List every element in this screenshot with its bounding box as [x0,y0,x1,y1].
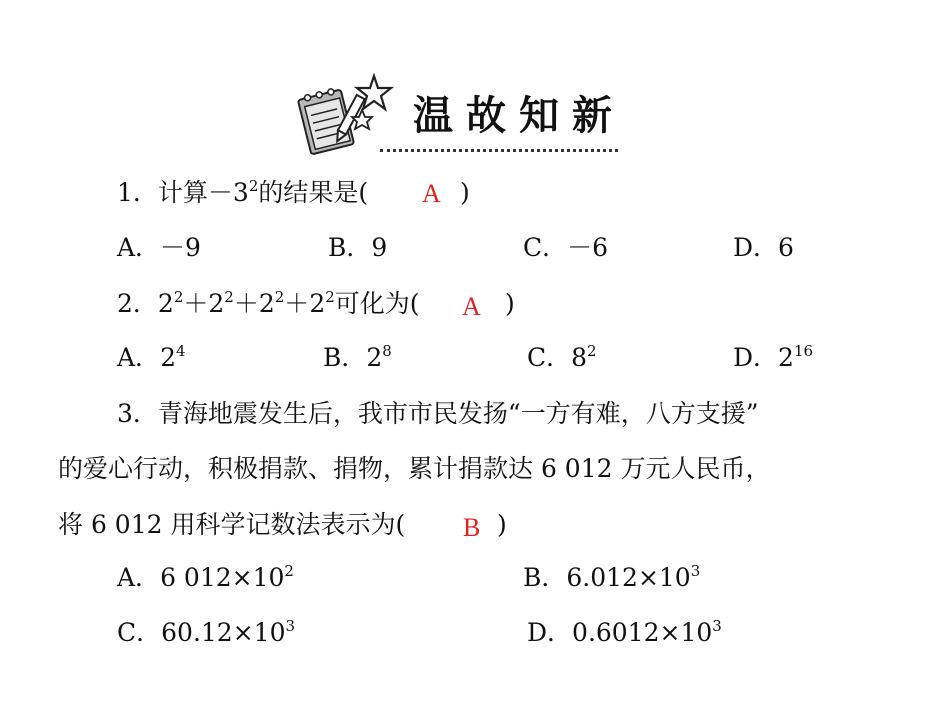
q3-option-a-exp: 2 [284,562,294,580]
q2-term-exp: 2 [173,288,184,306]
q2-option-a-exp: 4 [175,342,186,360]
q1-option-d: D．6 [733,233,794,262]
q1-suffix: 的结果是( [258,178,369,207]
q2-option-c-exp: 2 [587,342,597,360]
q3-option-d-base: 0.6012×10 [572,618,713,647]
q3-close-paren: ) [497,510,507,539]
q2-answer: A [462,292,481,321]
q3-option-b-base: 6.012×10 [566,563,691,592]
q2-plus: ＋ [183,289,209,318]
q2-option-a [117,343,186,373]
q3-option-d-label: D． [527,618,573,647]
q3-option-a-base: 6 012×10 [160,563,285,592]
q1-answer: A [422,179,441,208]
q2-option-a-label: A． [117,343,161,372]
q3-line-2: 的爱心行动，积极捐款、捐物，累计捐款达 6 012 万元人民币， [58,454,771,483]
q2-term-exp: 2 [325,288,335,306]
q3-option-d [527,618,722,648]
q2-close-paren: ) [505,289,515,318]
q3-option-c-exp: 3 [285,617,296,635]
q2-term-exp: 2 [274,288,285,306]
q2-term-base: 2 [157,289,174,318]
q2-suffix: 可化为( [334,289,420,318]
q2-prefix: 2． [117,289,158,318]
q2-option-d-exp: 16 [793,342,814,360]
q2-option-d [733,343,813,373]
q2-option-a-base: 2 [160,343,176,372]
q2-term-exp: 2 [224,288,234,306]
q2-option-d-label: D． [733,343,779,372]
question-2 [117,289,420,319]
q3-line-3: 将 6 012 用科学记数法表示为( [58,510,406,539]
q3-option-b-exp: 3 [690,562,701,580]
q1-option-a: A．－9 [117,233,201,262]
title-divider [380,149,618,152]
q1-prefix: 1．计算－3 [117,178,249,207]
q2-option-c [527,343,597,373]
q3-answer: B [463,513,481,542]
q2-term-base: 2 [258,289,275,318]
q3-option-b-label: B． [523,563,567,592]
q2-term-base: 2 [208,289,225,318]
q3-option-c-base: 60.12×10 [161,618,286,647]
q1-option-c: C．－6 [523,233,609,262]
q3-option-a-label: A． [117,563,161,592]
q2-option-b-base: 2 [366,343,383,372]
q3-option-a [117,563,294,593]
q3-option-b [523,563,700,593]
page-title: 温故知新 [413,93,625,139]
q2-option-b-label: B． [323,343,367,372]
q3-option-d-exp: 3 [712,617,722,635]
q3-line-1: 3．青海地震发生后，我市市民发扬“一方有难，八方支援” [117,399,759,428]
q2-option-d-base: 2 [778,343,794,372]
q2-plus: ＋ [284,289,310,318]
q1-option-b: B．9 [328,233,388,262]
q3-option-c-label: C． [117,618,162,647]
q2-plus: ＋ [233,289,259,318]
q3-option-c [117,618,295,648]
q2-option-c-base: 8 [571,343,588,372]
q1-exponent: 2 [248,177,259,195]
question-1 [117,178,368,208]
q2-term-base: 2 [309,289,326,318]
q2-option-c-label: C． [527,343,572,372]
q2-option-b [323,343,392,373]
q1-close-paren: ) [460,178,470,207]
q2-option-b-exp: 8 [382,342,392,360]
